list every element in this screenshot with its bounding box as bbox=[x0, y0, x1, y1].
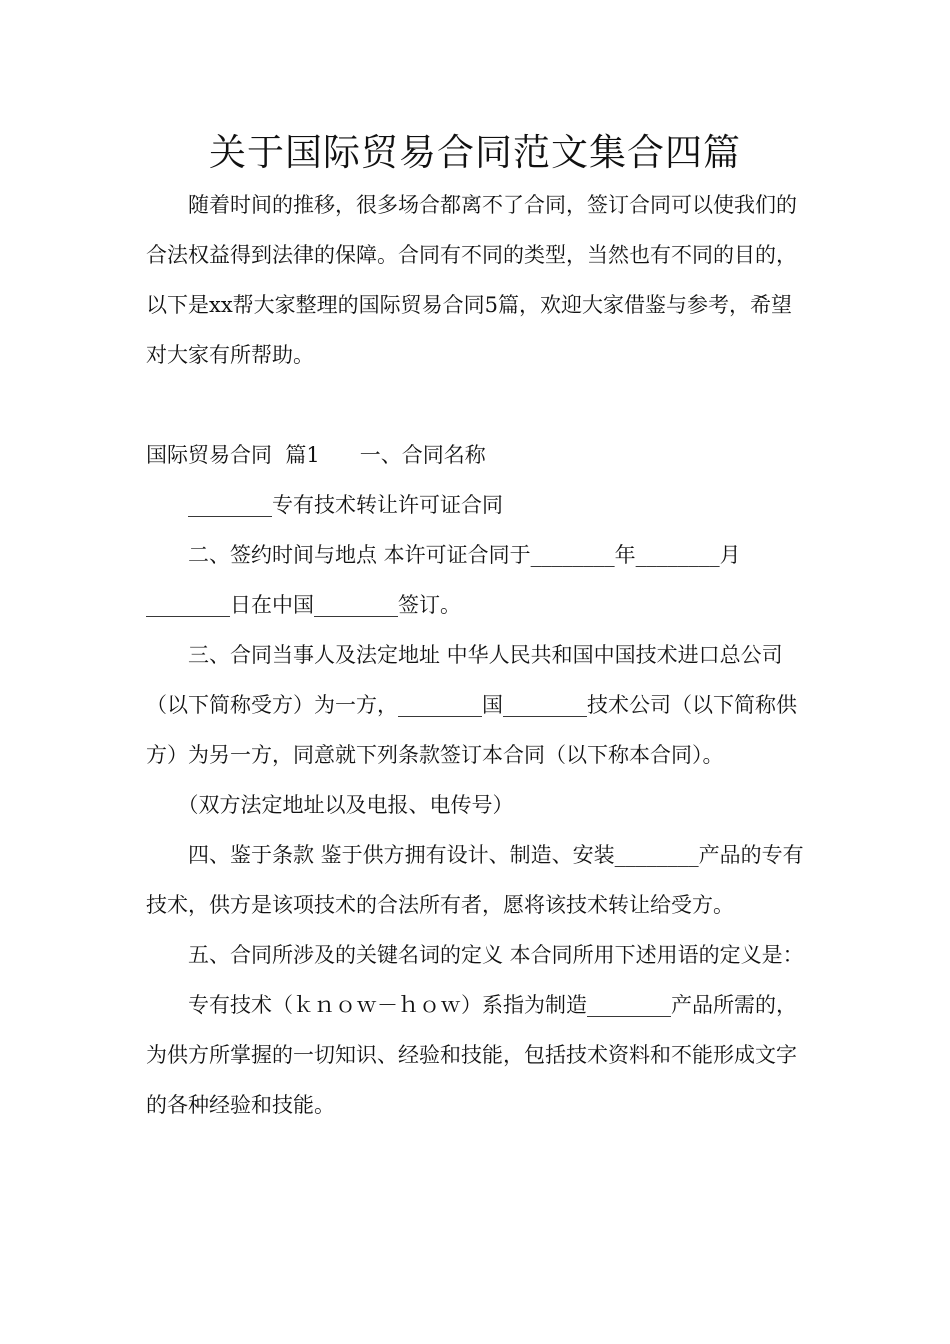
document-title: 关于国际贸易合同范文集合四篇 bbox=[209, 131, 741, 174]
parties-paragraph: 三、合同当事人及法定地址 中华人民共和国中国技术进口总公司（以下简称受方）为一方，________国________技术公司（以下简称供方）为另一方，同意就下列条款签订本合同（以下称本合同）。 bbox=[146, 643, 797, 767]
definitions-paragraph: 五、合同所涉及的关键名词的定义 本合同所用下述用语的定义是： bbox=[188, 943, 804, 967]
address-note-paragraph: （双方法定地址以及电报、电传号） bbox=[177, 793, 514, 817]
document-body bbox=[146, 180, 806, 1130]
section-heading: 国际贸易合同 篇1 一、合同名称 bbox=[146, 443, 486, 467]
whereas-paragraph: 四、鉴于条款 鉴于供方拥有设计、制造、安装________产品的专有技术，供方是该项技术的合法所有者，愿将该技术转让给受方。 bbox=[146, 843, 804, 917]
signing-time-paragraph: 二、签约时间与地点 本许可证合同于________年________月________日在中国________签订。 bbox=[146, 543, 741, 617]
know-how-paragraph: 专有技术（ｋｎｏｗ－ｈｏｗ）系指为制造________产品所需的，为供方所掌握的一切知识、经验和技能，包括技术资料和不能形成文字的各种经验和技能。 bbox=[146, 993, 797, 1117]
contract-name-paragraph: ________专有技术转让许可证合同 bbox=[188, 493, 503, 517]
intro-paragraph: 随着时间的推移，很多场合都离不了合同，签订合同可以使我们的合法权益得到法律的保障。合同有不同的类型，当然也有不同的目的，以下是xx帮大家整理的国际贸易合同5篇，欢迎大家借鉴与参考，希望对大家有所帮助。 bbox=[146, 193, 797, 367]
paragraph-gap bbox=[146, 380, 806, 430]
